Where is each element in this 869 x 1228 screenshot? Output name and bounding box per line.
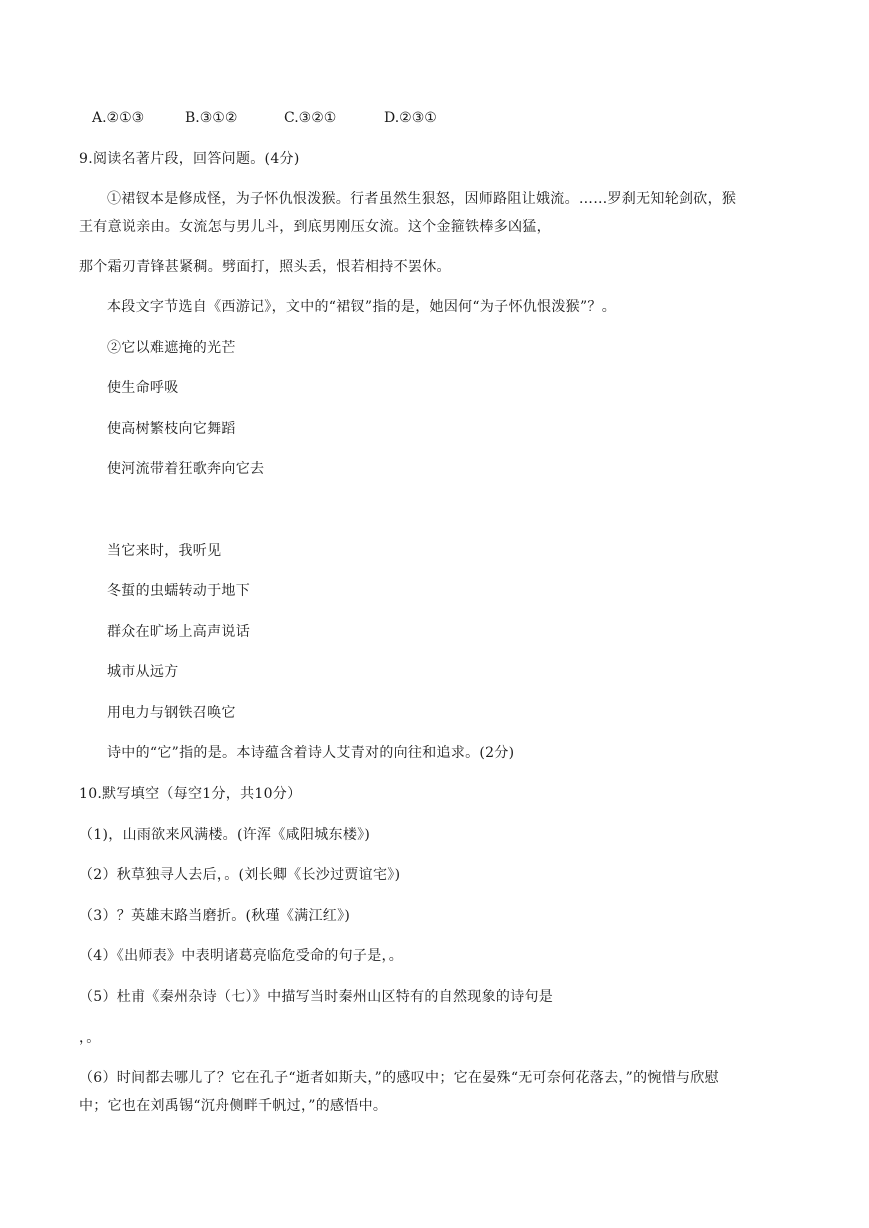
poem-line: ②它以难遮掩的光芒 bbox=[107, 340, 236, 356]
fill-in-item: （4）《出师表》中表明诸葛亮临危受命的句子是，。 bbox=[79, 948, 404, 964]
answer-options bbox=[92, 108, 437, 128]
fill-in-item: （3）？英雄末路当磨折。(秋瑾《满江红》) bbox=[79, 908, 351, 924]
fill-in-item: （2）秋草独寻人去后，。(刘长卿《长沙过贾谊宅》) bbox=[79, 867, 401, 883]
option-c: C.③②① bbox=[284, 110, 337, 126]
poem-line: 冬蜇的虫蠕转动于地下 bbox=[107, 583, 250, 599]
poem-line: 群众在旷场上高声说话 bbox=[107, 624, 250, 640]
poem-line: 用电力与钢铁召唤它 bbox=[107, 705, 236, 721]
poem-line: 城市从远方 bbox=[107, 664, 179, 680]
fill-in-item: 中；它也在刘禹锡“沉舟侧畔千帆过，”的感悟中。 bbox=[79, 1098, 388, 1114]
passage-line: 王有意说亲由。女流怎与男儿斗，到底男刚压女流。这个金箍铁棒多凶猛， bbox=[79, 219, 551, 235]
passage-line: 那个霜刃青锋甚紧稠。劈面打，照头丢，恨若相持不罢休。 bbox=[79, 259, 451, 275]
option-a: A.②①③ bbox=[92, 110, 145, 126]
passage-line: ①裙钗本是修成怪，为子怀仇恨泼猴。行者虽然生狠怒，因师路阻让娥流。……罗刹无知轮剑砍，猴 bbox=[107, 191, 737, 207]
option-b: B.③①② bbox=[185, 110, 238, 126]
question-9-part-2: 诗中的“它”指的是。本诗蕴含着诗人艾青对的向往和追求。(2分) bbox=[107, 745, 515, 761]
question-10-header: 10.默写填空（每空1分，共10分） bbox=[79, 786, 302, 802]
poem-line: 使高树繁枝向它舞蹈 bbox=[107, 421, 236, 437]
fill-in-item: （1)，山雨欲来风满楼。(许浑《咸阳城东楼》) bbox=[79, 827, 371, 843]
poem-line: 使河流带着狂歌奔向它去 bbox=[107, 461, 265, 477]
option-d: D.②③① bbox=[384, 110, 437, 126]
fill-in-item: （5）杜甫《秦州杂诗（七）》中描写当时秦州山区特有的自然现象的诗句是 bbox=[79, 989, 554, 1005]
question-9-part-1: 本段文字节选自《西游记》，文中的“裙钗”指的是，她因何“为子怀仇恨泼猴”？。 bbox=[107, 299, 617, 315]
question-9-header: 9.阅读名著片段，回答问题。(4分) bbox=[79, 151, 300, 167]
poem-line: 使生命呼吸 bbox=[107, 380, 179, 396]
poem-line: 当它来时，我听见 bbox=[107, 543, 222, 559]
fill-in-item: （6）时间都去哪儿了？它在孔子“逝者如斯夫，”的感叹中；它在晏殊“无可奈何花落去，”的惋惜与欣慰 bbox=[79, 1070, 719, 1086]
fill-in-item: ，。 bbox=[79, 1030, 101, 1046]
